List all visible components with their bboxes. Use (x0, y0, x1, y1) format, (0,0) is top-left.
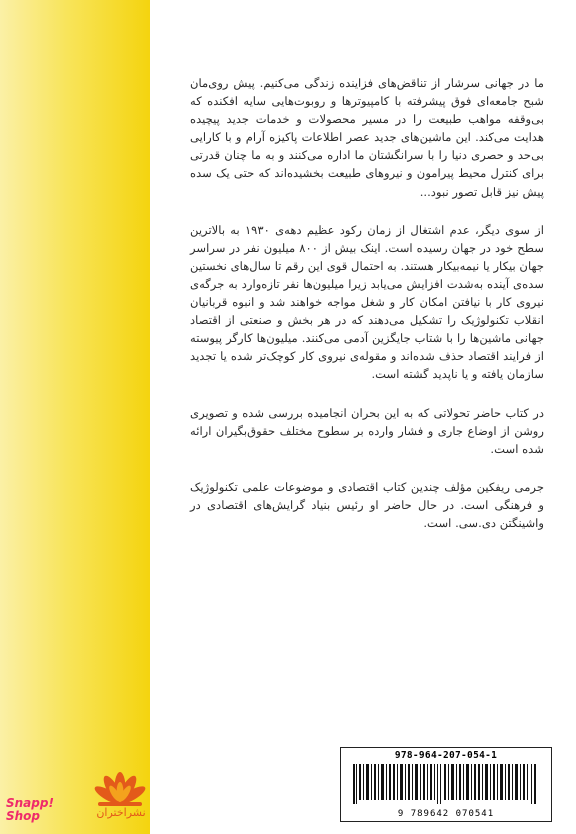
store-watermark-logo (6, 797, 66, 823)
isbn-barcode (340, 747, 552, 822)
back-cover-text (190, 74, 544, 552)
paragraph-unemployment: از سوی دیگر، عدم اشتغال از زمان رکود عظیم دهه‌ی ۱۹۳۰ به بالاترین سطح خود در جهان رسیده است. اینک بیش از ۸۰۰ میلیون نفر در سراسر جهان بیکار یا نیمه‌بیکار هستند. به احتمال قوی این رقم تا سال‌های نخستین سده‌ی آینده به‌شدت افزایش می‌یابد زیرا میلیون‌ها نفر تازه‌وارد به جرگه‌ی نیروی کار با نیافتن امکان کار و شغل مواجه خواهند شد و انبوه قربانیان انقلاب تکنولوژیک را تشکیل می‌دهند که در هر بخش و صنعتی از اقتصاد جهانی ماشین‌ها را با شتاب جایگزین آدمی می‌کنند. میلیون‌ها کارگر پیوسته از فرایند اقتصاد حذف شده‌اند و مقوله‌ی نیروی کار کوچک‌تر شده یا تجدید سازمان یافته و یا ناپدید گشته است. (190, 222, 545, 382)
publisher-name: نشراختران (96, 806, 146, 819)
publisher-logo-icon (90, 758, 150, 808)
paragraph-book-summary: در کتاب حاضر تحولاتی که به این بحران انجامیده بررسی شده و تصویری روشن از اوضاع جاری و فشار وارده بر سطوح مختلف حقوق‌بگیران ارائه شده است. (190, 405, 544, 456)
barcode-bars-graphic (353, 764, 539, 804)
paragraph-author-bio: جرمی ریفکین مؤلف چندین کتاب اقتصادی و موضوعات علمی تکنولوژیک و فرهنگی است. در حال حاضر او رئیس بنیاد گرایش‌های اقتصادی در واشینگتن دی.سی. است. (190, 479, 544, 530)
isbn-number: 978-964-207-054-1 (394, 750, 498, 761)
store-brand-line2: Shop (6, 809, 41, 823)
barcode-digits: 9 789642 070541 (397, 809, 495, 819)
store-brand-line1: Snapp! (6, 796, 54, 810)
spine-color-strip (0, 0, 150, 834)
paragraph-intro: ما در جهانی سرشار از تناقض‌های فزاینده زندگی می‌کنیم. پیش روی‌مان شبح جامعه‌ای فوق پیشرفته با کامپیوترها و روبوت‌هایی سایه افکنده که بی‌وقفه مواهب طبیعت را در مسیر محصولات و خدمات جدید پیچیده هدایت می‌کند. این ماشین‌های جدید عصر اطلاعات پاکیزه آرام و با کارایی بی‌حد و حصری دنیا را با سرانگشتان ما اداره می‌کنند و به ما چنان قدرتی برای کنترل محیط پیرامون و نیروهای طبیعت بخشیده‌اند که حتی یک سده پیش نیز قابل تصور نبود... (190, 76, 544, 199)
